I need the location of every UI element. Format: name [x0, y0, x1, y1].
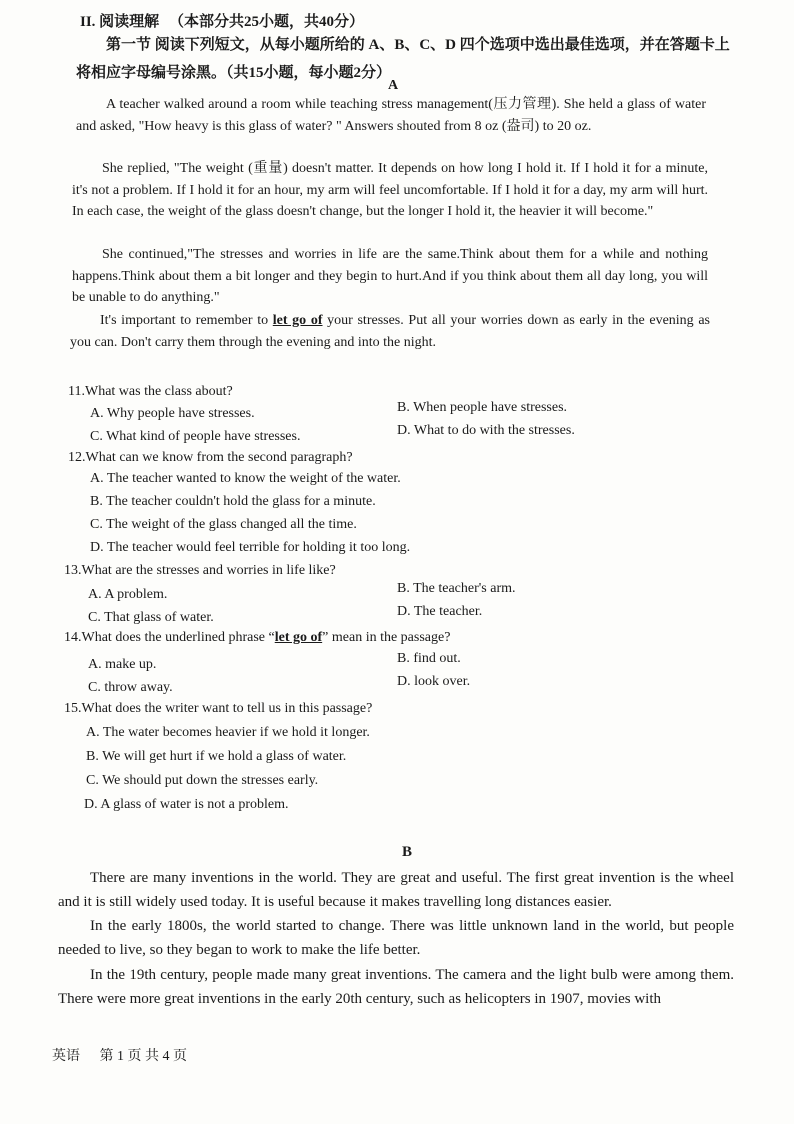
passage-a-paragraph-1: A teacher walked around a room while teaching stress management(压力管理). She held a glass of water and asked, "How heavy is this glass of water? " Answers shouted from 8 oz (盎司) to 20 oz. [76, 97, 706, 134]
question-13-option-c: C. That glass of water. [88, 610, 214, 625]
footer [52, 1045, 187, 1065]
question-11-option-b: B. When people have stresses. [397, 400, 568, 415]
passage-a-paragraph-4 [70, 310, 710, 353]
footer-subject: 英语 [52, 1049, 80, 1064]
question-14-option-d: D. look over. [397, 674, 471, 689]
question-14-stem-before: 14.What does the underlined phrase “ [64, 630, 275, 645]
question-14-option-b: B. find out. [397, 651, 461, 666]
question-14-underlined-phrase: let go of [274, 630, 323, 645]
question-13-stem: 13.What are the stresses and worries in life like? [64, 563, 336, 578]
question-12-stem: 12.What can we know from the second paragraph? [68, 450, 353, 465]
question-11-stem: 11.What was the class about? [68, 384, 233, 399]
question-13-option-b: B. The teacher's arm. [397, 581, 516, 596]
question-11-option-a: A. Why people have stresses. [90, 406, 255, 421]
passage-a-paragraph-2: She replied, "The weight (重量) doesn't matter. It depends on how long I hold it. If I hold it for a minute, it's not a problem. If I hold it for an hour, my arm will feel uncomfortable. If I hold it for a day, my arm will hurt. In each case, the weight of the glass doesn't change, but the longer I hold it, the heavier it will become." [72, 161, 708, 219]
footer-page-number: 第 1 页 共 4 页 [99, 1049, 187, 1064]
question-11-option-c: C. What kind of people have stresses. [90, 429, 301, 444]
passage-b-paragraph-1: There are many inventions in the world. They are great and useful. The first great invention is the wheel and it is still widely used today. It is useful because it makes travelling long distances easier. [58, 870, 734, 910]
question-15-option-b: B. We will get hurt if we hold a glass of water. [86, 749, 347, 764]
instruction-line-2: 将相应字母编号涂黑。（共15小题，每小题2分） [76, 65, 392, 81]
question-15-option-c: C. We should put down the stresses early. [86, 773, 319, 788]
question-14-stem [64, 630, 450, 646]
paragraph-4-text-after: your stresses. Put all your worries down as early in the evening as you can. Don't carry them through the evening and into the night. [70, 313, 711, 350]
passage-a-paragraph-3: She continued,"The stresses and worries in life are the same.Think about them for a while and nothing happens.Think about them a bit longer and they begin to hurt.And if you think about them all day long, you will be unable to do anything." [72, 247, 708, 305]
passage-a-letter: A [388, 78, 399, 93]
question-12-option-b: B. The teacher couldn't hold the glass for a minute. [90, 494, 376, 509]
instruction-line-1: 第一节 阅读下列短文，从每小题所给的 A、B、C、D 四个选项中选出最佳选项，并在答题卡上 [106, 37, 730, 53]
question-14-option-c: C. throw away. [88, 680, 173, 695]
passage-b-letter: B [402, 844, 413, 860]
section-title: II. 阅读理解 [80, 14, 160, 30]
underlined-phrase: let go of [272, 313, 323, 328]
question-12-option-c: C. The weight of the glass changed all the time. [90, 517, 357, 532]
question-15-option-a: A. The water becomes heavier if we hold it longer. [86, 725, 370, 740]
question-14-stem-after: ” mean in the passage? [322, 630, 451, 645]
question-15-stem: 15.What does the writer want to tell us in this passage? [64, 701, 373, 716]
passage-b-paragraph-2: In the early 1800s, the world started to change. There was little unknown land in the world, but people needed to live, so they began to work to make the life better. [58, 918, 734, 958]
section-heading [80, 10, 364, 31]
question-13-option-a: A. A problem. [88, 587, 168, 602]
question-12-option-a: A. The teacher wanted to know the weight of the water. [90, 471, 401, 486]
paragraph-4-text-before: It's important to remember to [100, 313, 273, 328]
question-14-option-a: A. make up. [88, 657, 157, 672]
section-score: （本部分共25小题，共40分） [168, 14, 364, 30]
question-12-option-d: D. The teacher would feel terrible for holding it too long. [90, 540, 411, 555]
passage-b-paragraph-3: In the 19th century, people made many great inventions. The camera and the light bulb were among them. There were more great inventions in the early 20th century, such as helicopters in 1907, movies with [58, 967, 734, 1007]
question-15-option-d: D. A glass of water is not a problem. [84, 797, 289, 812]
question-11-option-d: D. What to do with the stresses. [397, 423, 575, 438]
question-13-option-d: D. The teacher. [397, 604, 483, 619]
